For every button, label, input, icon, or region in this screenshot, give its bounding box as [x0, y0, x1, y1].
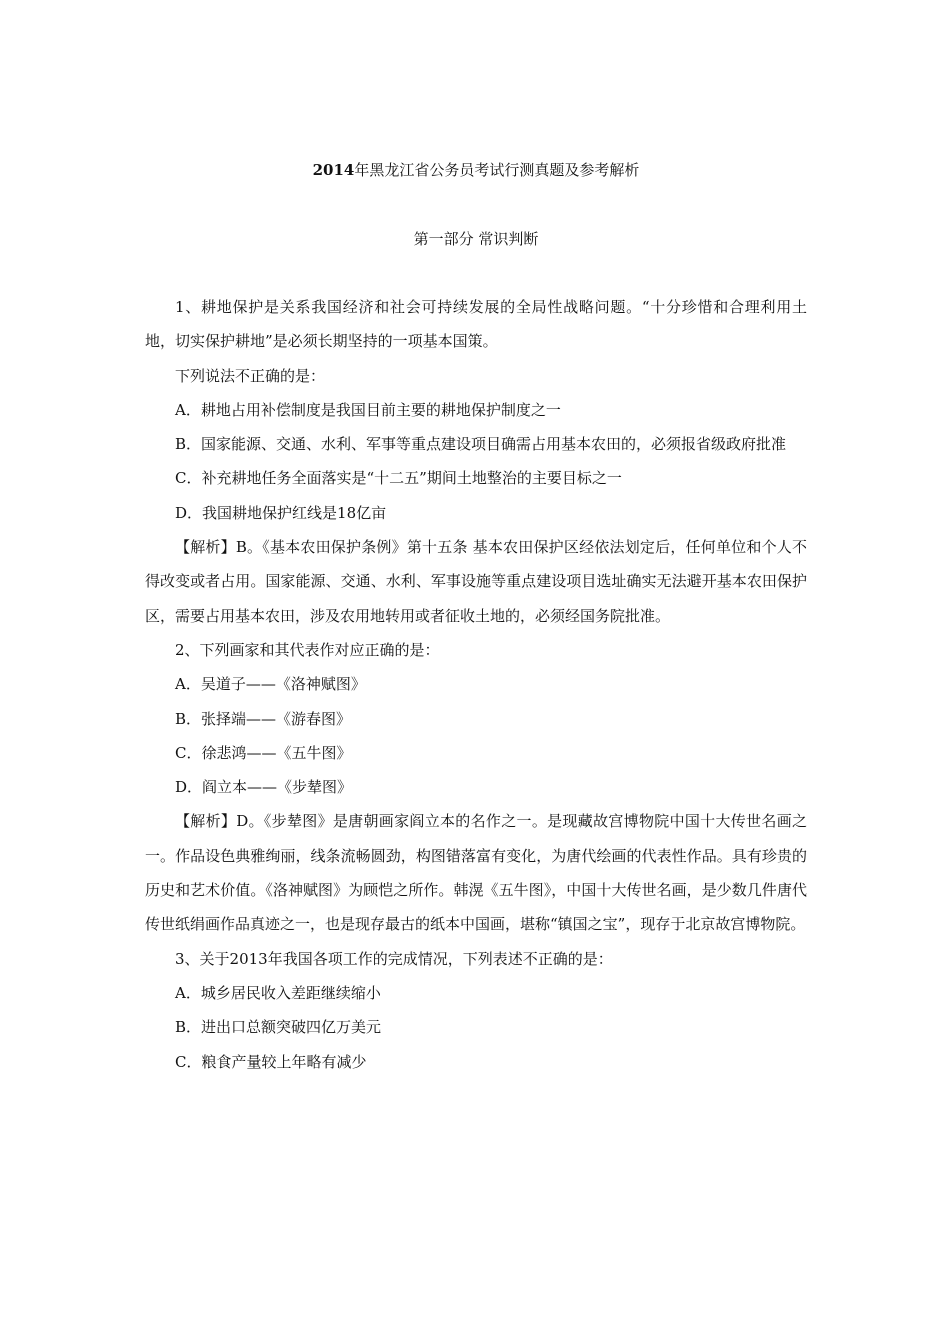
question-1-option-c: C．补充耕地任务全面落实是“十二五”期间土地整治的主要目标之一	[175, 469, 622, 488]
question-2-option-b: B．张择端——《游春图》	[175, 709, 352, 728]
question-2-option-a: A．吴道子——《洛神赋图》	[175, 675, 366, 694]
question-1-stem: 1、耕地保护是关系我国经济和社会可持续发展的全局性战略问题。“十分珍惜和合理利用土地，切实保护耕地”是必须长期坚持的一项基本国策。	[145, 298, 807, 351]
question-1-option-b: B．国家能源、交通、水利、军事等重点建设项目确需占用基本农田的，必须报省级政府批准	[175, 435, 787, 454]
title-year: 2014	[312, 161, 355, 179]
document-title	[145, 158, 807, 182]
question-3-stem: 3、关于2013年我国各项工作的完成情况，下列表述不正确的是：	[175, 949, 613, 968]
question-3-option-c: C．粮食产量较上年略有减少	[175, 1052, 367, 1071]
question-1-option-d: D．我国耕地保护红线是18亿亩	[175, 503, 387, 522]
document-body	[145, 290, 807, 1079]
question-1-analysis: 【解析】B。《基本农田保护条例》第十五条 基本农田保护区经依法划定后，任何单位和个人不得改变或者占用。国家能源、交通、水利、军事设施等重点建设项目选址确实无法避开基本农田保护区，需要占用基本农田，涉及农用地转用或者征收土地的，必须经国务院批准。	[145, 538, 807, 625]
question-2-stem: 2、下列画家和其代表作对应正确的是：	[175, 640, 440, 659]
title-text: 年黑龙江省公务员考试行测真题及参考解析	[354, 161, 640, 179]
question-3-option-b: B．进出口总额突破四亿万美元	[175, 1018, 382, 1037]
section-heading: 第一部分 常识判断	[413, 230, 539, 248]
question-3-option-a: A．城乡居民收入差距继续缩小	[175, 983, 381, 1002]
question-2-analysis: 【解析】D。《步辇图》是唐朝画家阎立本的名作之一。是现藏故宫博物院中国十大传世名画之一。作品设色典雅绚丽，线条流畅圆劲，构图错落富有变化，为唐代绘画的代表性作品。具有珍贵的历史和艺术价值。《洛神赋图》为顾恺之所作。韩滉《五牛图》，中国十大传世名画，是少数几件唐代传世纸绢画作品真迹之一，也是现存最古的纸本中国画，堪称“镇国之宝”，现存于北京故宫博物院。	[145, 812, 807, 934]
question-1-prompt: 下列说法不正确的是：	[175, 366, 326, 385]
question-2-option-c: C．徐悲鸿——《五牛图》	[175, 743, 352, 762]
question-2-option-d: D．阎立本——《步辇图》	[175, 778, 353, 797]
question-1-option-a: A．耕地占用补偿制度是我国目前主要的耕地保护制度之一	[175, 400, 561, 419]
